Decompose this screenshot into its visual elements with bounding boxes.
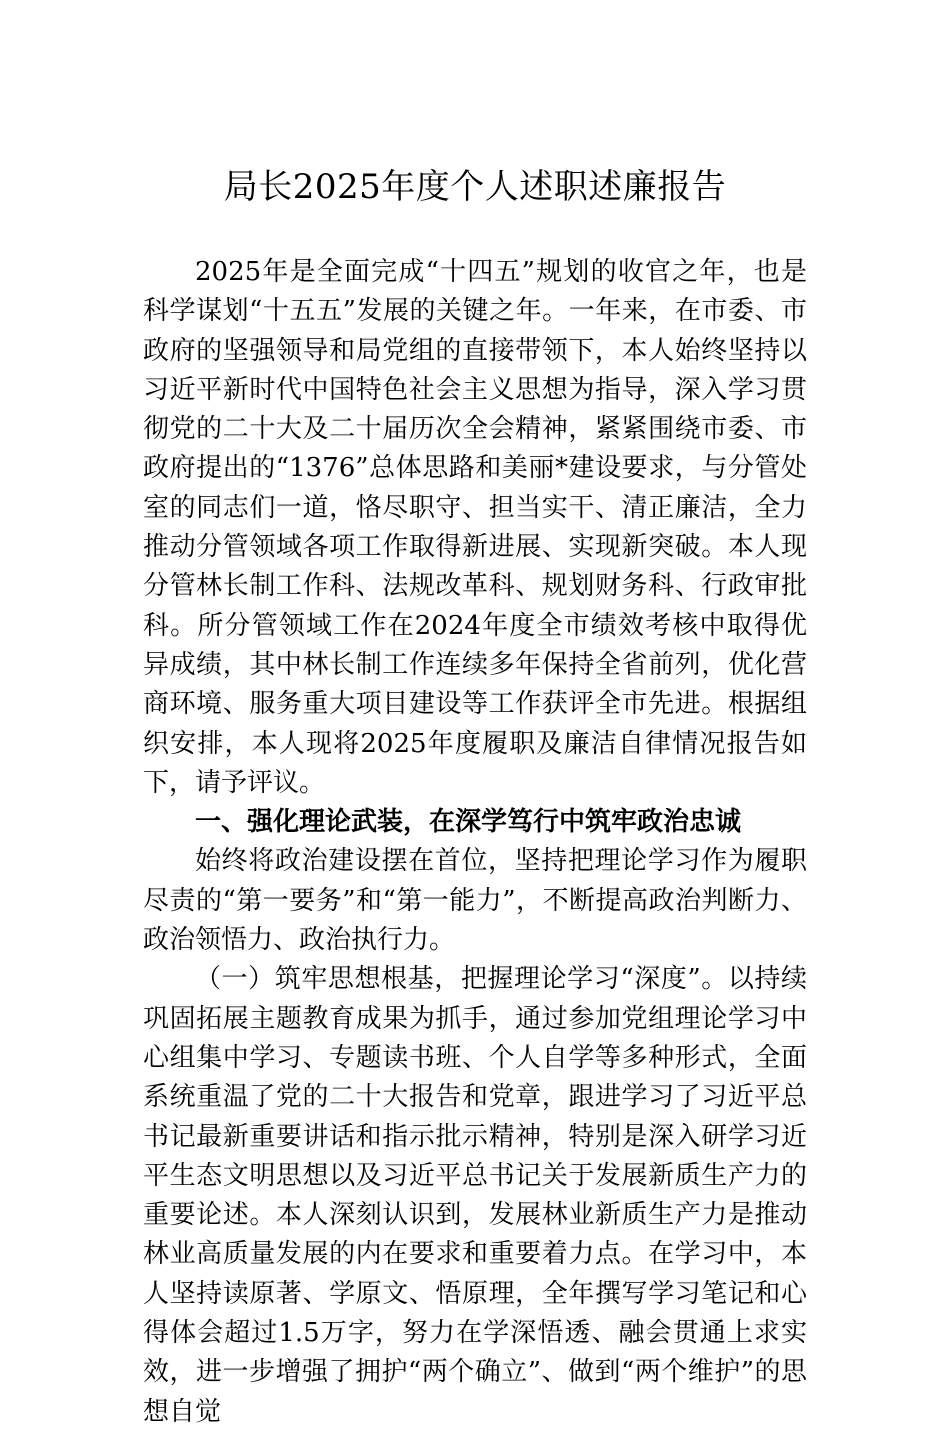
section-1-intro-paragraph: 始终将政治建设摆在首位，坚持把理论学习作为履职尽责的“第一要务”和“第一能力”，不断提高政治判断力、政治领悟力、政治执行力。 xyxy=(143,846,807,956)
section-heading-1: 一、强化理论武装，在深学笃行中筑牢政治忠诚 xyxy=(195,807,742,838)
document-body xyxy=(143,253,807,1432)
subsection-1-paragraph: （一）筑牢思想根基，把握理论学习“深度”。以持续巩固拓展主题教育成果为抓手，通过参加党组理论学习中心组集中学习、专题读书班、个人自学等多种形式，全面系统重温了党的二十大报告和党章，跟进学习了习近平总书记最新重要讲话和指示批示精神，特别是深入研学习近平生态文明思想以及习近平总书记关于发展新质生产力的重要论述。本人深刻认识到，发展林业新质生产力是推动林业高质量发展的内在要求和重要着力点。在学习中，本人坚持读原著、学原文、悟原理，全年撰写学习笔记和心得体会超过1.5万字，努力在学深悟透、融会贯通上求实效，进一步增强了拥护“两个确立”、做到“两个维护”的思想自觉 xyxy=(143,964,807,1427)
intro-paragraph: 2025年是全面完成“十四五”规划的收官之年，也是科学谋划“十五五”发展的关键之年。一年来，在市委、市政府的坚强领导和局党组的直接带领下，本人始终坚持以习近平新时代中国特色社会主义思想为指导，深入学习贯彻党的二十大及二十届历次全会精神，紧紧围绕市委、市政府提出的“1376”总体思路和美丽*建设要求，与分管处室的同志们一道，恪尽职守、担当实干、清正廉洁，全力推动分管领域各项工作取得新进展、实现新突破。本人现分管林长制工作科、法规改革科、规划财务科、行政审批科。所分管领域工作在2024年度全市绩效考核中取得优异成绩，其中林长制工作连续多年保持全省前列，优化营商环境、服务重大项目建设等工作获评全市先进。根据组织安排，本人现将2025年度履职及廉洁自律情况报告如下，请予评议。 xyxy=(143,257,807,798)
document-title: 局长2025年度个人述职述廉报告 xyxy=(223,167,727,207)
